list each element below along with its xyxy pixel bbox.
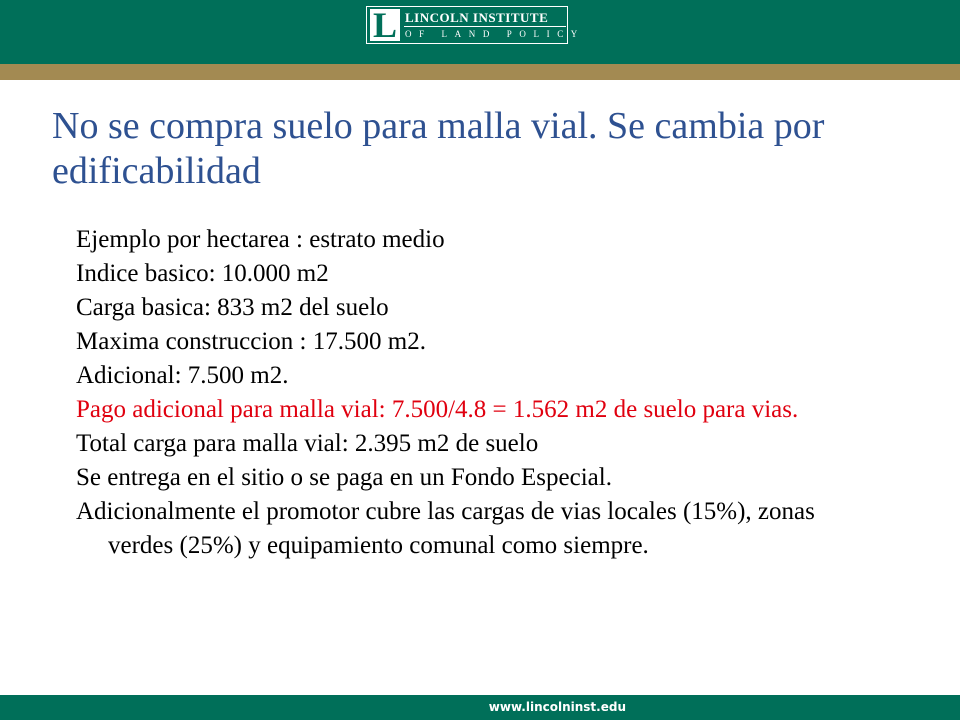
- logo-divider: [404, 26, 566, 27]
- body-line-adicionalmente: Adicionalmente el promotor cubre las cargas de vias locales (15%), zonas verdes (25%) y equipamiento comunal como siempre.: [76, 498, 815, 559]
- logo-line2: OF LAND POLICY: [405, 29, 585, 39]
- footer-url: www.lincolninst.edu: [488, 700, 626, 714]
- header-bar: [0, 0, 960, 64]
- footer-bar: [0, 695, 960, 720]
- slide-title: No se compra suelo para malla vial. Se cambia por edificabilidad: [52, 105, 825, 192]
- body-line-total: Total carga para malla vial: 2.395 m2 de suelo: [76, 430, 539, 457]
- logo-letter: L: [370, 9, 400, 41]
- body-line-entrega: Se entrega en el sitio o se paga en un Fondo Especial.: [76, 464, 612, 491]
- body-line-carga: Carga basica: 833 m2 del suelo: [76, 294, 389, 321]
- body-line-adicional: Adicional: 7.500 m2.: [76, 362, 289, 389]
- logo-line1: LINCOLN INSTITUTE: [405, 10, 549, 25]
- body-line-maxima: Maxima construccion : 17.500 m2.: [76, 328, 426, 355]
- body-line-pago-highlight: Pago adicional para malla vial: 7.500/4.8 = 1.562 m2 de suelo para vias.: [76, 396, 799, 423]
- lincoln-institute-logo: [366, 5, 585, 45]
- body-line-indice: Indice basico: 10.000 m2: [76, 260, 329, 287]
- body-line-ejemplo: Ejemplo por hectarea : estrato medio: [76, 226, 445, 253]
- slide-body: [76, 223, 876, 563]
- header-accent-bar: [0, 64, 960, 80]
